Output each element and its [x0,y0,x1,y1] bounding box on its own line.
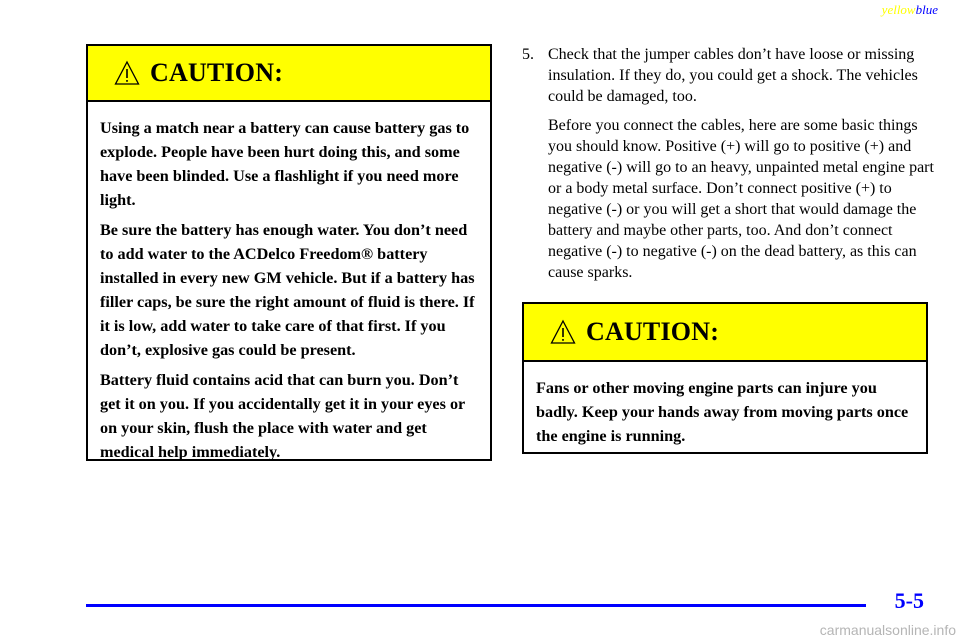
color-tag [882,2,938,18]
footer-watermark: carmanualsonline.info [819,622,956,638]
footer-rule [86,604,866,607]
page-number: 5-5 [894,588,924,613]
caution-box-battery [86,44,492,461]
step-paragraph: Before you connect the cables, here are some basic things you should know. Positive (+) will go to positive (+) and negative (-) will go to an heavy, unpainted metal engine part or a body metal surface. Don’t connect positive (+) to negative (-) or you will get a short that would damage the battery and maybe other parts, too. And don’t connect negative (-) to negative (-) on the dead battery, as this can cause sparks. [548,117,934,281]
caution-body [524,362,926,466]
caution-body [88,102,490,482]
warning-triangle-icon [550,319,576,345]
color-tag-blue: blue [915,2,938,17]
caution-paragraph: Battery fluid contains acid that can burn you. Don’t get it on you. If you accidentally get it in your eyes or on your skin, flush the place with water and get medical help immediately. [100,371,465,461]
caution-header [88,46,490,102]
step-number: 5. [522,46,534,63]
caution-paragraph: Using a match near a battery can cause battery gas to explode. People have been hurt doing this, and some have been blinded. Use a flashlight if you need more light. [100,119,470,209]
warning-triangle-icon [114,60,140,86]
caution-paragraph: Be sure the battery has enough water. You don’t need to add water to the ACDelco Freedom® battery installed in every new GM vehicle. But if a battery has filler caps, be sure the right amount of fluid is there. If it is low, add water to take care of that first. If you don’t, explosive gas could be present. [100,221,475,359]
caution-title: CAUTION: [150,58,284,87]
step-5 [522,44,940,291]
step-paragraph: Check that the jumper cables don’t have loose or missing insulation. If they do, you could get a shock. The vehicles could be damaged, too. [548,46,918,105]
caution-box-fans [522,302,928,454]
caution-paragraph: Fans or other moving engine parts can injure you badly. Keep your hands away from moving parts once the engine is running. [536,379,909,445]
caution-title: CAUTION: [586,317,720,346]
caution-header [524,304,926,362]
color-tag-yellow: yellow [881,2,916,17]
step-text [548,44,940,283]
